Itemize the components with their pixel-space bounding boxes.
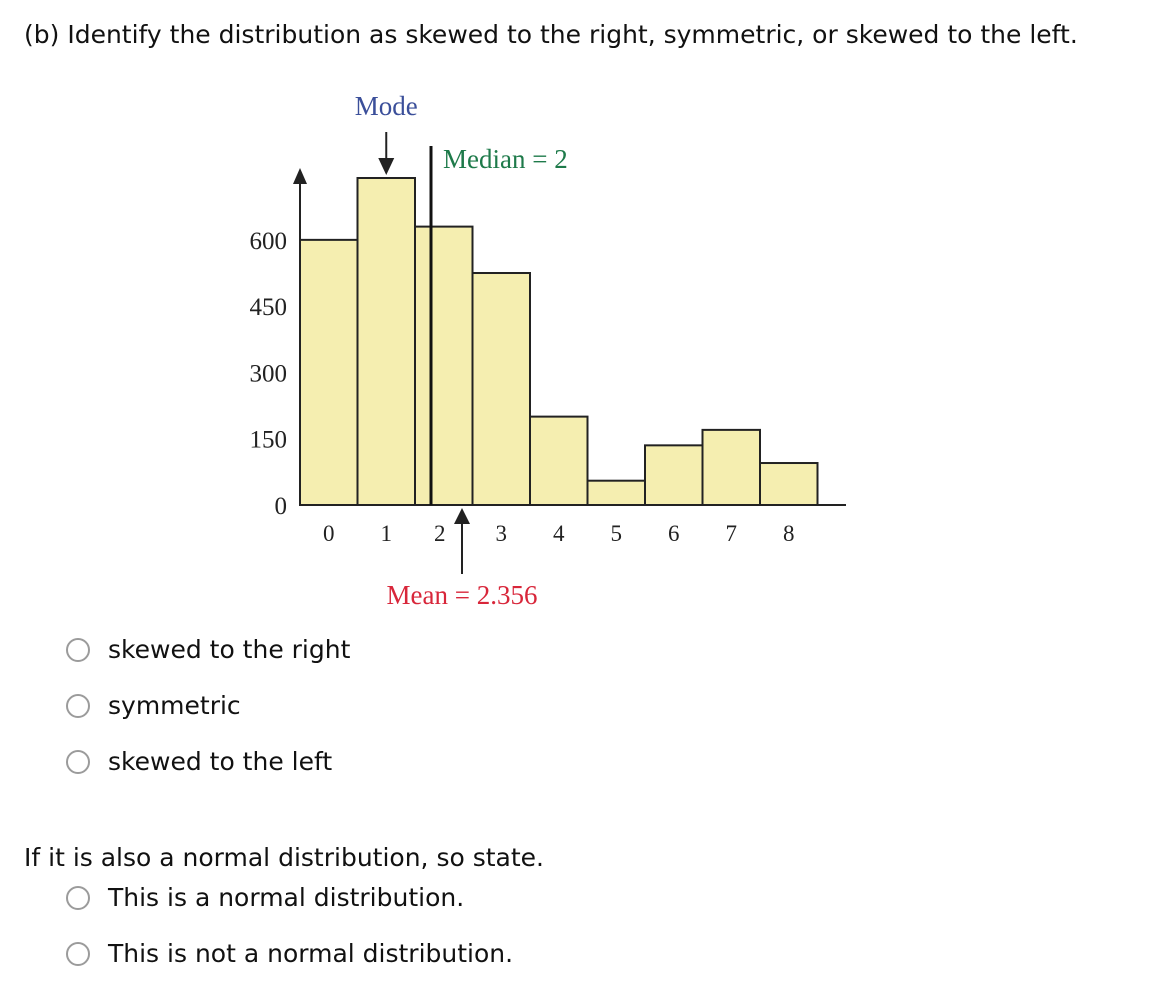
option-normal[interactable] — [66, 881, 464, 915]
option-skewed-right-label: skewed to the right — [108, 635, 351, 664]
y-tick-label: 600 — [249, 227, 287, 255]
option-symmetric-label: symmetric — [108, 691, 241, 720]
mode-arrowhead — [378, 158, 394, 175]
option-skewed-left-label: skewed to the left — [108, 747, 333, 776]
question-text: (b) Identify the distribution as skewed to the right, symmetric, or skewed to the left. — [24, 20, 1078, 49]
option-skewed-right[interactable] — [66, 633, 350, 667]
radio-skewed-right[interactable] — [66, 638, 90, 662]
y-tick-label: 300 — [249, 360, 287, 388]
option-not-normal[interactable] — [66, 937, 513, 971]
x-tick-label: 2 — [434, 521, 446, 546]
y-tick-label: 150 — [249, 426, 287, 454]
radio-not-normal[interactable] — [66, 942, 90, 966]
normal-prompt: If it is also a normal distribution, so state. — [24, 843, 544, 872]
x-tick-label: 4 — [553, 521, 565, 546]
y-axis-arrowhead — [293, 168, 307, 184]
histogram-bar — [703, 430, 761, 505]
histogram-bar — [473, 273, 531, 505]
radio-normal[interactable] — [66, 886, 90, 910]
x-tick-label: 7 — [725, 521, 737, 546]
radio-symmetric[interactable] — [66, 694, 90, 718]
option-symmetric[interactable] — [66, 689, 241, 723]
option-normal-label: This is a normal distribution. — [108, 883, 465, 912]
mean-label: Mean = 2.356 — [386, 580, 538, 610]
mean-arrowhead — [454, 508, 470, 524]
mode-label: Mode — [354, 91, 418, 121]
y-tick-label: 0 — [274, 493, 287, 520]
x-tick-label: 6 — [668, 521, 680, 546]
histogram-chart — [0, 80, 900, 620]
x-tick-label: 3 — [495, 521, 507, 546]
radio-skewed-left[interactable] — [66, 750, 90, 774]
x-tick-label: 5 — [610, 521, 622, 546]
x-tick-label: 1 — [380, 521, 392, 546]
histogram-bar — [645, 445, 703, 505]
histogram-bar — [760, 463, 818, 505]
x-tick-label: 0 — [323, 521, 335, 546]
x-tick-label: 8 — [783, 521, 795, 546]
histogram-bar — [415, 227, 473, 505]
histogram-bar — [300, 240, 358, 505]
option-skewed-left[interactable] — [66, 745, 332, 779]
median-label: Median = 2 — [443, 144, 568, 174]
histogram-bar — [588, 481, 646, 505]
y-tick-label: 450 — [249, 294, 287, 322]
histogram-bar — [530, 417, 588, 505]
option-not-normal-label: This is not a normal distribution. — [108, 939, 514, 968]
histogram-bar — [358, 178, 416, 505]
